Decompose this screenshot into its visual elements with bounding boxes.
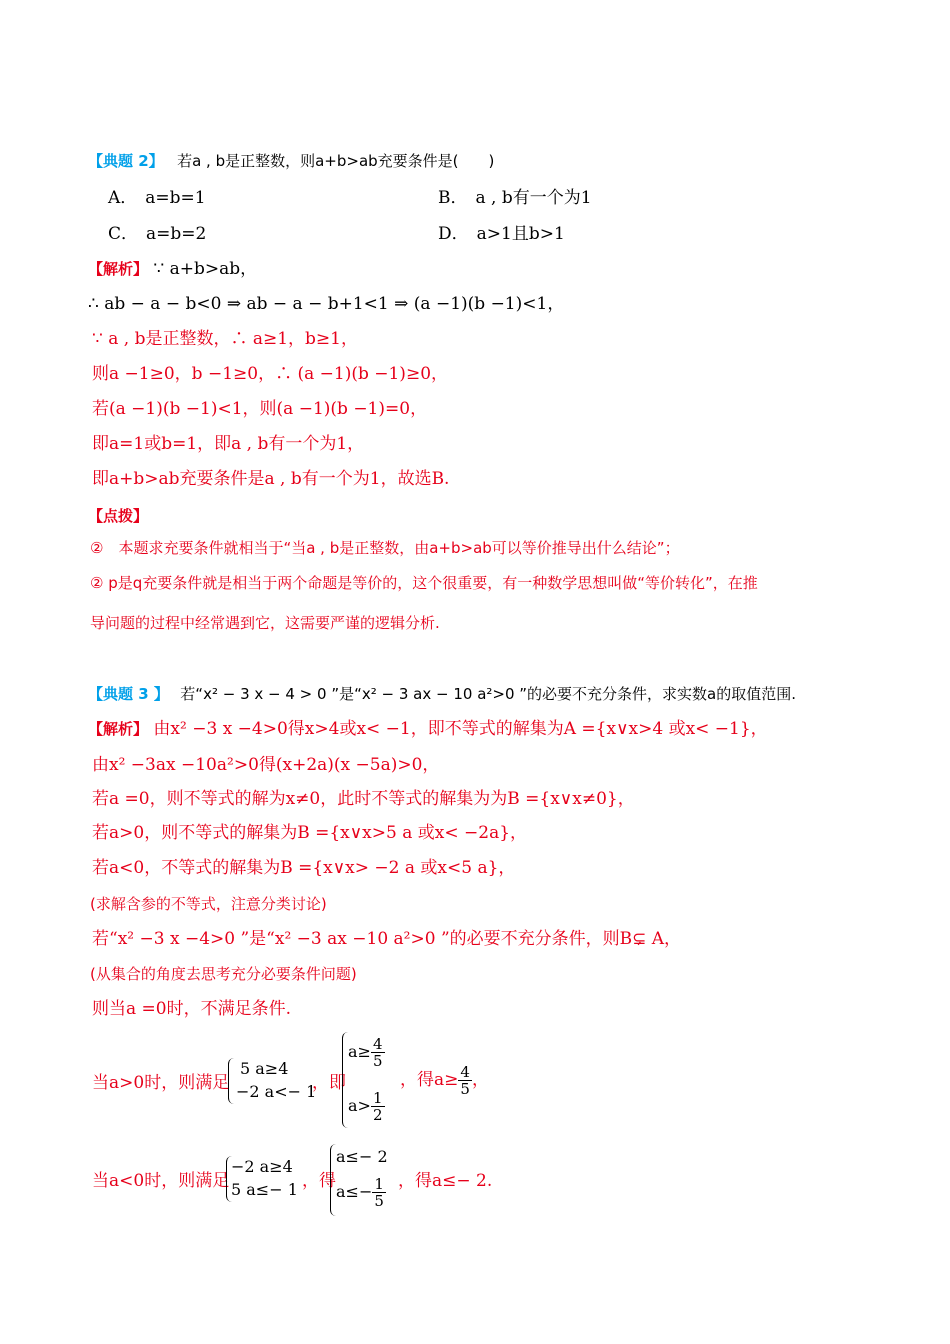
ex3-step: 若a =0，则不等式的解为x≠0，此时不等式的解集为为B ={x∨x≠0}， bbox=[92, 789, 635, 809]
sys-frac-line: a≤− $\frac{1}{5}$ bbox=[336, 1175, 384, 1210]
ex3-step: 由x² −3ax −10a²>0得(x+2a)(x −5a)>0， bbox=[92, 755, 440, 775]
ex2-tip: ② p是q充要条件就是相当于两个命题是等价的，这个很重要，有一种数学思想叫做“等价转化”，在推 bbox=[90, 574, 758, 592]
ex2-question-line bbox=[88, 150, 494, 172]
ex3-label: 【典题 3 】 bbox=[88, 685, 169, 703]
ex2-tip: 导问题的过程中经常遇到它，这需要严谨的逻辑分析. bbox=[90, 614, 440, 632]
case-neg-mid: ，得 bbox=[302, 1171, 336, 1191]
sys-line: 5 a≥4 bbox=[240, 1059, 289, 1078]
ex2-option-b: B． a , b有一个为1 bbox=[438, 188, 592, 208]
ex3-step-note: (求解含参的不等式，注意分类讨论) bbox=[90, 895, 327, 913]
case-pos-result: ，得a≥ $\frac{4}{5}$ ， bbox=[400, 1063, 489, 1098]
ex2-step: 则a −1≥0，b −1≥0，∴ (a −1)(b −1)≥0， bbox=[92, 364, 449, 384]
ex2-step: 若(a −1)(b −1)<1，则(a −1)(b −1)=0， bbox=[92, 399, 428, 419]
ex2-step: ∵ a , b是正整数，∴ a≥1，b≥1， bbox=[92, 329, 358, 349]
ex3-question: 若“x² − 3 x − 4 > 0 ”是“x² − 3 ax − 10 a²>0 ”的必要不充分条件，求实数a的取值范围. bbox=[180, 685, 797, 703]
ex3-step: 则当a =0时，不满足条件. bbox=[92, 999, 292, 1019]
case-neg-result: ，得a≤− 2. bbox=[398, 1171, 493, 1191]
case-neg-lead: 当a<0时，则满足 bbox=[92, 1171, 230, 1191]
ex2-step: 即a=1或b=1，即a , b有一个为1， bbox=[92, 434, 365, 454]
ex3-step: 若a<0，不等式的解集为B ={x∨x> −2 a 或x<5 a}， bbox=[92, 858, 516, 878]
ex2-tip-line bbox=[88, 505, 148, 527]
ex2-label: 【典题 2】 bbox=[88, 152, 164, 170]
ex2-option-d: D． a>1且b>1 bbox=[438, 224, 565, 244]
ex2-question: 若a , b是正整数，则a+b>ab充要条件是( ) bbox=[177, 152, 495, 170]
ex2-analysis-first: ∵ a+b>ab， bbox=[153, 259, 258, 279]
ex3-step: 若a>0，则不等式的解集为B ={x∨x>5 a 或x< −2a}， bbox=[92, 823, 528, 843]
ex2-analysis-line bbox=[88, 258, 257, 280]
ex2-option-a: A． a=b=1 bbox=[108, 188, 206, 208]
ex2-step: ∴ ab − a − b<0 ⇒ ab − a − b+1<1 ⇒ (a −1)(b −1)<1， bbox=[88, 294, 565, 314]
ex2-option-c: C． a=b=2 bbox=[108, 224, 207, 244]
case-pos-lead: 当a>0时，则满足 bbox=[92, 1073, 230, 1093]
ex2-tip: ② 本题求充要条件就相当于“当a , b是正整数，由a+b>ab可以等价推导出什么结论”； bbox=[90, 539, 680, 557]
ex3-analysis-line bbox=[88, 718, 768, 740]
ex2-step: 即a+b>ab充要条件是a , b有一个为1，故选B. bbox=[92, 469, 450, 489]
sys-line: −2 a<− 1 bbox=[236, 1082, 317, 1101]
sys-line: a≤− 2 bbox=[336, 1147, 388, 1166]
ex3-question-line bbox=[88, 683, 796, 705]
sys-line: 5 a≤− 1 bbox=[231, 1180, 298, 1199]
ex2-analysis-label: 【解析】 bbox=[88, 260, 149, 278]
sys-line: −2 a≥4 bbox=[231, 1157, 293, 1176]
ex3-analysis-label: 【解析】 bbox=[88, 720, 149, 738]
sys-frac-line: a≥ $\frac{4}{5}$ bbox=[348, 1035, 383, 1070]
ex3-step: 若“x² −3 x −4>0 ”是“x² −3 ax −10 a²>0 ”的必要不充分条件，则B⊊ A， bbox=[92, 929, 682, 949]
ex3-step-note: (从集合的角度去思考充分必要条件问题) bbox=[90, 965, 357, 983]
ex2-tip-label: 【点拨】 bbox=[88, 507, 149, 525]
sys-frac-line: a> $\frac{1}{2}$ bbox=[348, 1089, 383, 1124]
ex3-analysis-first: 由x² −3 x −4>0得x>4或x< −1，即不等式的解集为A ={x∨x>4 或x< −1}， bbox=[153, 719, 768, 739]
case-pos-mid: ，即 bbox=[312, 1073, 346, 1093]
